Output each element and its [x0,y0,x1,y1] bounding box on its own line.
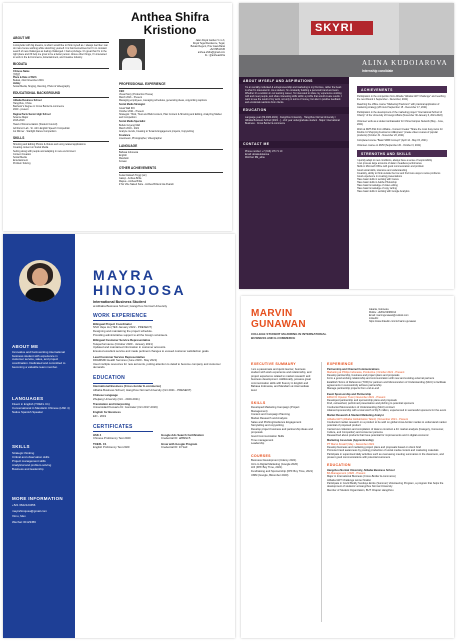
job-bullet: Updated and maintained information in customer accounts. [93,345,167,350]
section-heading: SKILLS [251,400,266,405]
contact-line: Jalan Royal Garden V no.3, [195,39,225,42]
right-column [119,82,223,186]
cert-detail: Chinese Proficiency Test 2020 [93,436,131,441]
language-item: Bahasa Indonesia [119,151,139,155]
cert-name: HSK 4 [93,432,102,437]
edu-program: Chinese Language [93,393,118,397]
resume-name: Anthea Shifra Kristiono [130,10,209,37]
resume-card-alina[interactable] [239,3,454,289]
biodata-key: Hobby [13,82,21,86]
contact-line: Phone number: +7 (916) 176 71 10 [245,149,283,153]
section-heading: PROFESSIONAL EXPERIENCE [119,82,166,86]
resume-role: Internship candidate [362,69,394,73]
section-heading: EDUCATION [93,375,126,382]
job-bullet: Manage partnership projects from end-to-end [327,387,380,391]
contact-line: Email: marvingunawan@outlook.com [369,314,409,318]
cert-detail: Credential ID: a889f2c5 [161,436,191,441]
main-column [93,268,229,450]
edu-bullet: Alibaba GDT Challenge winner finalist [327,478,371,482]
section-heading: LANGUAGES [12,396,44,401]
skill-item: Shooting and Editing Photos & Videos and using related applications [13,143,86,147]
section-heading: MORE INFORMATION [12,496,63,501]
section-heading: WORK EXPERIENCE [93,312,147,319]
skill-item: Project management skills [12,459,46,463]
school-line: at Alibaba Business School | Hangzhou Normal University [93,303,168,308]
skill-item: Have basic skills in working with Canva [357,177,399,181]
profile-photo [119,39,145,70]
skill-item: Creativity, ability to think outside the box and find more ways to solve problems [357,171,441,175]
job-dates: March 2021 - Present [119,95,142,99]
education-text: Language year (09.2020-2021) · Fangzhou University · Hangzhou Normal University / Alibaba Business School (2021 - ) - 2nd year undergraduate student · Major: International Business · Cross Border E-commerce [245,115,340,125]
job-company: Visual Story (Production House) [119,92,153,96]
about-text: Innovative and hard-working international business student with experience in customer service, sales, and project coordination. Dedicated and committed to becoming a valuable team member. [12,350,66,369]
job-bullet: Form a good working relationship and communication with new and existing external partners [327,377,435,381]
skill-item: Sales and Pitching/Audience Engagement [251,420,302,424]
achievement-item: Kelas Dakwah Tinggi (sic) [119,174,147,178]
biodata-value: 钟晓欣 [13,72,21,76]
contact-line: Bekasi Regent, Prov Jawa Barat [190,45,225,49]
job-company: Teleperformance (October 2020 - January 2021) [93,341,153,346]
job-bullet: Establish Terms of Reference (TOR) for partners and Memorandum of Understanding (MoU) to facilitate agreements in successfully achieve partnership [327,380,446,387]
job-bullet: Develop partnership, business and project plans and proposals [327,374,400,378]
section-heading: LANGUAGE [119,143,138,148]
resume-card-marvin[interactable] [241,296,454,638]
section-heading: COURSES [251,453,271,458]
job-title: Bilingual Project Coordinator [93,321,132,326]
skill-item: Critical and observation skills [12,455,50,459]
language-item: Mandarin [119,157,129,161]
achievement-item: Mapua - Anthea Brilia [119,180,142,184]
about-text: A storyteller with big dreams, is what I would like to think myself as. I always feel like I can do more hence working while stretching yourself. It is hard sometimes but I'm in constant search of new challenges as feeling challenged. I had a privilege. It's great that I'm in the right place and it'll help me grow to be a better person. Above other things, I'm interested to work in the E-Commerce, Entertainment, and Creative Industry. [13,43,108,59]
resume-card-anthea[interactable] [3,3,232,231]
avatar [19,260,61,302]
job-title: Event Sponsorship and Partnership [327,392,372,396]
skill-item: Time management [251,438,274,442]
left-column [239,77,349,289]
edu-line: Science Major [13,115,29,119]
section-heading: ABOUT ME [13,36,30,40]
biodata-value: Social Media, Singing, Dancing, Photo & Videography [13,85,70,89]
first-name: MARVIN [251,308,293,319]
course-item: UMM (Google, Bloomber 2020) [251,473,289,477]
edu-program: International Business (Cross-border E-commerce) [93,384,161,389]
course-item: Intro to Digital Marketing (Google 2020) [251,462,299,466]
job-title: Marketing Associate (Apprenticeship) [327,439,374,443]
right-column [357,83,447,193]
contact-line: WeChat: lBk_alina [245,156,265,160]
section-heading: SKILLS [13,135,25,140]
skill-item: Entertainment [13,158,28,162]
first-name: MAYRA [93,267,156,283]
contact-line: anthea.shifra@gmail.com [197,51,225,55]
language-item: Fluent in English (TOEFL C1) [12,402,50,406]
skill-item: Business and leadership [12,467,44,471]
skill-item: I quickly adapt to new conditions, always have a sense of responsibility [357,159,433,163]
last-name: HINOJOSA [93,282,187,298]
job-title: Partnership and Channel Communications [327,367,380,371]
edu-degree: BA Management | 2020 - Present [327,472,366,476]
header-sign: SKYRI [315,22,354,34]
job-bullet: Find, outreached, performed presentation and pitching to potential sponsors [327,402,415,406]
skill-item: Strategic thinking [12,451,35,455]
job-title: CEO [119,89,125,93]
info-phone: +521 6622123456 [12,503,36,507]
skill-item: Problem Solving [13,161,31,165]
achievement-item: # No Vibe Naked Suite - Anthea Brilia & Gia Pearah [119,183,174,187]
cert-name: Google Ads Search Certification [161,432,204,437]
skill-item: Have basic knowledge of video editing [357,183,398,187]
edu-bullet: Major in International Business (Cross-Border E-commerce) [327,475,396,479]
skill-item: Social Media [13,155,27,159]
skill-item: Have basic skills in Adobe Photoshop [357,180,397,184]
section-heading: EDUCATION [327,463,351,468]
section-heading: ABOUT ME [12,344,39,349]
job-desc: Managing employees, managing schedules, generating ideas, copywriting captions [119,98,207,102]
section-heading: ABOUT MYSELF AND ASPIRATIONS [239,77,349,84]
job-company: Alibaba GDT (Alibaba Globalization Talent) | November 2021 - Present [327,417,409,421]
section-heading: CONTACT ME [239,141,349,148]
job-company: NSO Vape Hu (TEK January 2022 - PRESENT) [93,325,153,330]
achievement-item: Gakuji - Anthea Brilia [119,177,142,181]
section-heading: EXPERIENCE [327,362,354,366]
job-title: Bilingual Customer Service Representative [93,338,151,343]
skill-item: Develop project business and partnership ideas and proposals [251,427,313,435]
job-company: PT Marvo Kreatif | May - December 2021 [327,442,375,446]
cert-detail: English Proficiency Test 2020 [93,445,130,450]
section-heading: CERTIFICATES [93,423,133,430]
section-heading: OTHER ACHIEVEMENTS [119,166,157,171]
job-title: Freelance [119,134,131,138]
subtitle: COLLEGE STUDENT MAJORING IN INTERNATIONAL BUSINESS AND E-COMMERCE [251,332,327,340]
edu-school: EFI - 2019 [93,413,107,418]
edu-line: Hangzhou, China [13,101,32,105]
job-bullet: Develop business and marketing project plans and proposals based on client brief [327,446,422,450]
job-company: ERGO D Opsoon Trust | November 2021 - Present [327,395,386,399]
job-dates: March 2019 - 2021 [119,126,140,130]
job-title: Lead Customer Service Representative [93,354,145,359]
job-bullet: Promote brand awareness by posting production of social media content and marketing materials [327,449,439,453]
resume-name: ALINA KUDOIAROVA [362,59,448,67]
biodata-key: Place & Date of Birth [13,75,37,79]
job-company: Bebek Goyeng Mall [119,123,140,127]
language-item: Native Spanish Speaker [12,409,44,414]
section-heading: EDUCATION [239,107,349,114]
contact-link[interactable]: https://www.linkedin.com/in/marvin-gunawan [369,320,417,324]
skill-item: I can process large amounts of data in headless performance [357,162,422,166]
last-name: GUNAWAN [251,319,307,330]
skill-item: Skills in Microsoft Office with good communication and problem [357,165,424,169]
section-heading: EXECUTIVE SUMMARY [251,362,296,366]
skill-item: Content Creation [13,152,32,156]
achievement-item: Volunteer work as a student ambassador for China Campus Network (May - June, 2021) [357,119,444,126]
left-column [13,33,109,165]
edu-school: Hangzhou Normal University, Alibaba Business School [327,468,395,472]
skill-item: Leadership [251,442,265,446]
language-item: Conversational in Mandarin Chinese (HSK 4) [12,405,70,410]
info-email: mayrahinojosa@gmail.com [12,508,47,513]
job-bullet: Researched about products that have potential for improvements and in digital economic [327,434,429,438]
job-company: Great Wall IDC [119,106,135,110]
edu-line: 1st Winner · Starlight Dance Competition [13,129,57,133]
job-bullet: Used multiple resources for new accounts, putting attention to detail to become company and customer demands. [93,361,221,370]
cert-name: TOEFL C1 [93,441,107,446]
summary-text: I am a passionate and quick learner, business student with work experience and relationship, and project experience related to market research and business development. Additionally, possess great communication skills with fluency in English and Bahasa Indonesia, and Mandarin at intermediate level. [251,367,312,393]
edu-line: Head of Documentation (Student Council) [13,123,58,127]
skill-item: Good Communication Skills [251,434,285,438]
biodata-value: Bekasi, 21st November 2001 [13,78,44,82]
about-text: I'm an socially motivated & entrepreneurship and marketing is my first love, rather the heart is what I'm interested in. As a student, I'm constantly building a personal brand and team. Whether it's a solution in our learning career, I'm interested to share my experience working with and meet people, and share interesting skills within a profile that would create results. I want to see the result of my work, not only in terms of money, but also in positive feedback and emotional reactions from clients. [245,86,342,105]
info-wechat: Wechat: ID123456 [12,519,36,524]
job-title: Social Media Specialist [119,120,146,124]
job-company: Marketing at Philips Indonesia, Productive | October 2021 - Present [327,370,405,374]
right-column [327,362,449,492]
edu-year: 2016-2019 [13,118,25,122]
skill-item: Analytical and problem-solving [12,463,52,467]
achievement-item: Participation in the competition from Alibaba "Alibaba GDT Challenge" and reaching the next Round 1 September - December, 2021) [357,95,446,102]
job-bullet: Carried out collection and compilation of data to construct a 4C market analysis (Category, Consumer, Culture, and Competitor) and consumer persona [327,427,444,434]
skill-item: Good experience in creating presentations [357,174,402,178]
edu-year: 2020 - present [13,108,29,112]
skill-item: Content and Campaign Planning [251,413,290,417]
job-bullet: Developed partnership and sponsorship plans and proposals [327,399,397,403]
left-column [251,362,315,477]
job-company: Livestream, Photographer, Videographer [119,137,163,141]
skill-item: Market Research and Analysis [251,416,288,420]
contact-line: Jakarta, Indonesia [369,308,389,311]
edu-school: Regina Pacis Senior High School [13,112,51,116]
contact-block [151,39,225,58]
skill-item: Storytelling and copywriting [251,424,284,428]
section-heading: SKILLS [12,444,30,449]
skill-item: Creating content on Social Media [13,146,49,150]
job-bullet: Conducted market research on a product to be sold on global cross-border market to understand market potential of proposed product [327,420,447,428]
edu-line: Bachelor's Degree in Cross Border E-commerce [13,105,65,108]
contact-line: IG : @antheashifra [204,54,225,58]
contact-line: Royal Tegal Residence, Tegal, [192,42,225,46]
column-divider [321,362,322,622]
language-item: English [119,154,127,158]
skill-item: Setting along with people and adapting in new environment [13,149,76,153]
skill-item: Developed Marketing Campaign (Project Management) [251,406,300,413]
contact-line: Mobile: +6281219380014 [369,311,397,315]
skill-item: Have basic knowledge of copy writing [357,187,397,191]
skill-item: Have basic skills in working with Google Analytics [357,190,410,194]
edu-school: Universidad Pecuario Dr. Gonzalez (Oct 2017-2019) [93,405,158,410]
biodata-key: Chinese Name [13,69,30,73]
edu-school: Alibaba Business School | Hangzhou Normal University (Oct 2021 - PRESENT) [93,387,192,392]
cert-detail: Credential ID: fc71a0 [161,445,188,450]
job-bullet: Conducted Memorandum of Understanding (MoU) contract [327,405,395,409]
job-title: Market Research & Student Marketing Analyst [327,414,384,418]
achievement-item: Completed course "Basic SMM Concept" (April 14 - May 15, 2021) [357,139,428,143]
job-desc: Analyze trends, Creating to Tenants Engagement projects, Copywriting [119,129,194,133]
course-item: Fundraising and Sponsorship (FPF Boy Time, 2021) [251,469,313,473]
edu-bullet: Participate in Covid Buddy Sundays Entire (Summer) Volunteering Program, a program that helps the development of students' at Hangzhou Normal University [327,481,444,489]
contact-line: +62 89512345 [209,48,225,52]
edu-line: Ad Rumor Lab · St. John English Speech Competition [13,126,71,130]
job-bullet: Providing administrative support to all the foreign volunteers. [93,332,168,337]
edu-bullet: Member of Student Organization, BUT Chapter Hangzhou [327,488,394,492]
section-heading: EDUCATIONAL BACKGROUND [13,91,61,96]
job-bullet: Designing and maintaining the project schedule. [93,329,153,334]
section-heading: BIODATA [13,62,28,67]
language-item: Korean [119,160,127,164]
achievement-item: Volunteer course on MVM (September 20 - October 3, 2021) [357,144,422,148]
section-heading: STRENGTHS AND SKILLS [357,150,447,157]
section-heading: ACHIEVEMENTS [357,86,447,93]
job-company: DD&MMID Health Services (June 2020 - May 2021) [93,358,158,363]
job-title: Social Media Strategist [119,103,146,107]
course-item: LDI (FPF Boy Time, 2021) [251,466,283,470]
contact-block [369,308,449,323]
info-location: Ximu, Mex [12,514,26,518]
achievement-item: Work at DMT-Pilot from Alibaba - Content Creator "Share the most busy items for Double 11 Shopping Festival on AliExpress" (create video reviews of popular products) (October 31 - November 23, 2021) [357,127,443,137]
sidebar [3,234,75,638]
achievement-item: Participation in the development of the marketing project "International School of Charity" of the University of Foreign Affairs (November 30-January 6, 2021-2022) [357,111,443,118]
cert-name: Grow with Google Program [161,441,198,446]
edu-school: Alibaba Business School [13,98,42,102]
resume-card-mayra[interactable] [3,234,235,638]
course-item: Business Development (Udemy 2021) [251,459,297,463]
contact-line: Email: alinakudoiarova [245,152,270,156]
job-bullet: Ensured excellent service and made pertinent changes to exceed customer satisfaction goals. [93,349,210,354]
job-dates: October 2021 - Present [119,109,144,113]
achievement-item: Reaching the offline course "Marketing Practicum" with practical application of marketing strategy (28 round September 15 - December 17, 2021) [357,103,440,110]
skill-item: Good social skills, tolerance and understanding [357,168,408,172]
job-desc: Strategist: Think, Trust and Build content, Plan Content & Shooting and Editing, Analyzing Market and Competition [119,112,222,119]
job-bullet: Attained sponsorship with a total worth of Rp 5 million, experienced in successful sponsors for the event [327,409,447,413]
job-bullet: Participate in supervised daily activities such as overseeing meeting summaries in the classroom, and present good communications with potential customers [327,452,444,459]
contact-line: LinkedIn: [369,317,379,321]
headline: International Business Student [93,300,146,304]
edu-program: Translation and Interpreting [93,401,130,406]
edu-school: Zhejiang University (Oct - 2020-2021) [93,396,140,401]
edu-program: English for Business [93,410,121,415]
